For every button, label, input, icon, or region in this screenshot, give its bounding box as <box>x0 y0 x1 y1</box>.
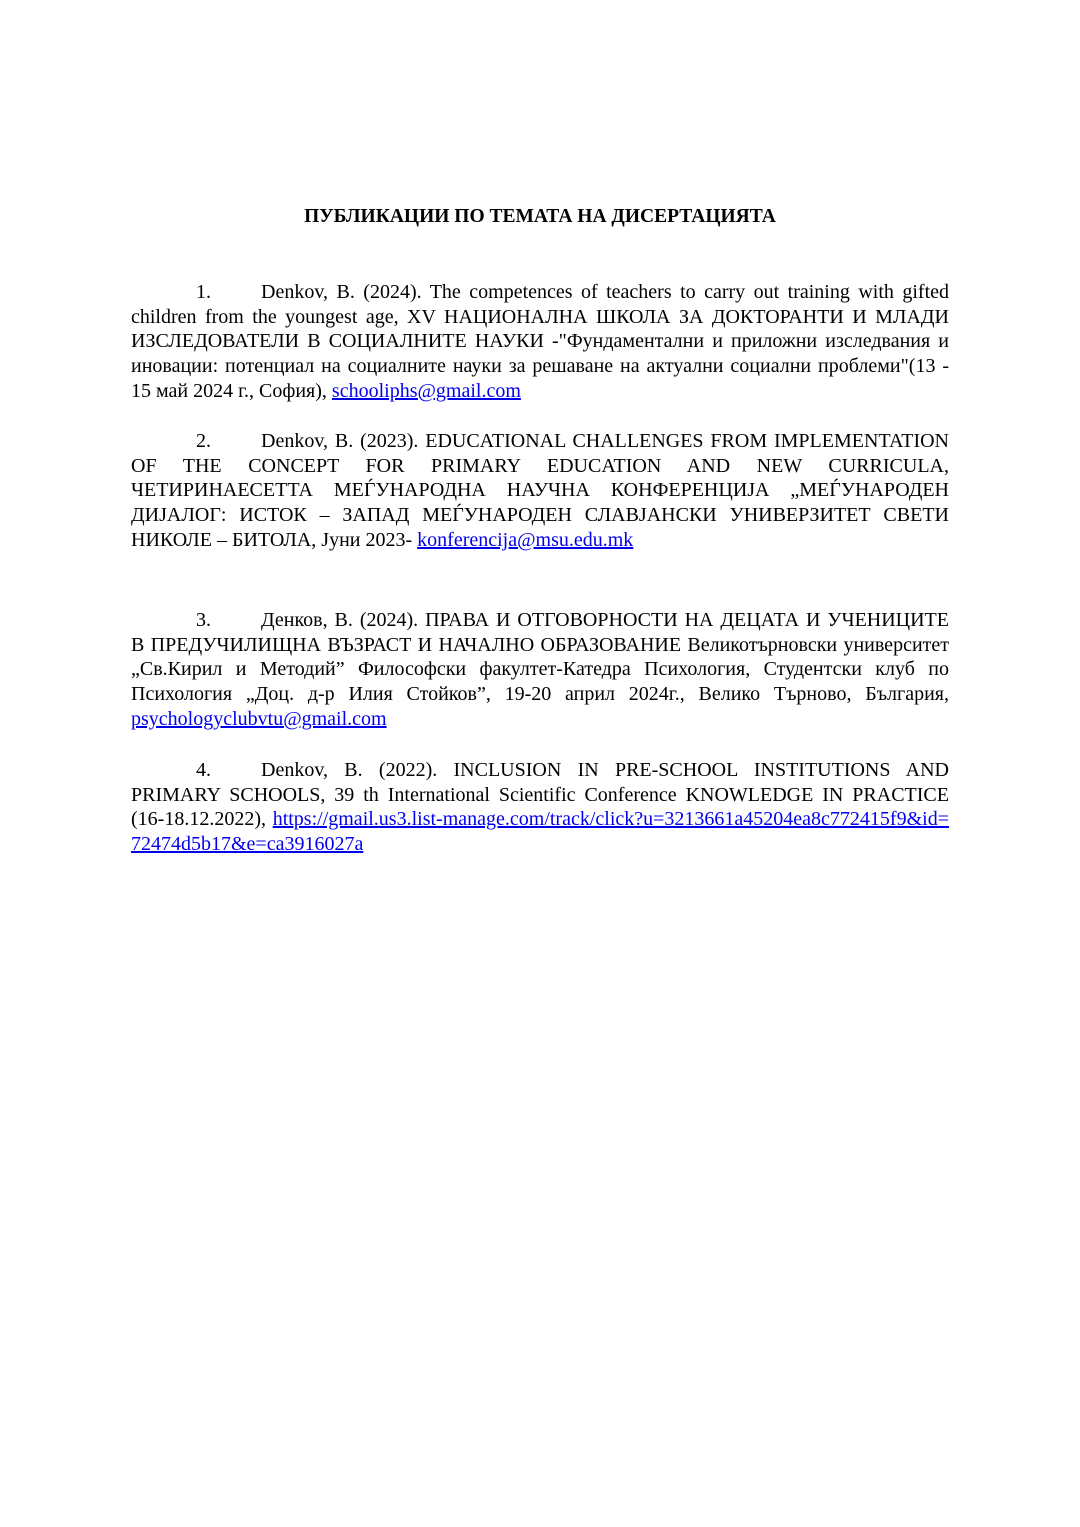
entry-text: Denkov, B. (2024). The competences of teachers to carry out training with gifted children from the youngest age, XV НАЦИОНАЛНА ШКОЛА ЗА ДОКТОРАНТИ И МЛАДИ ИЗСЛЕДОВАТЕЛИ В СОЦИАЛНИТЕ НАУКИ -"Фундаментални и приложни изследвания и иновации: потенциал на социалните науки за решаване на актуални социални проблеми"(13 - 15 май 2024 г., София), <box>131 281 949 402</box>
entry-text: Denkov, B. (2022). INCLUSION IN PRE-SCHOOL INSTITUTIONS AND PRIMARY SCHOOLS, 39 th International Scientific Conference KNOWLEDGE IN PRACTICE (16-18.12.2022), <box>131 759 949 831</box>
entry-number: 3. <box>196 609 211 631</box>
publication-entry-3 <box>131 608 949 732</box>
page-title: ПУБЛИКАЦИИ ПО ТЕМАТА НА ДИСЕРТАЦИЯТА <box>304 206 776 227</box>
entry-number: 2. <box>196 430 211 452</box>
entry-email-link[interactable]: konferencija@msu.edu.mk <box>417 528 634 551</box>
entry-text: Денков, В. (2024). ПРАВА И ОТГОВОРНОСТИ НА ДЕЦАТА И УЧЕНИЦИТЕ В ПРЕДУЧИЛИЩНА ВЪЗРАСТ И НАЧАЛНО ОБРАЗОВАНИЕ Великотърновски университет „Св.Кирил и Методий” Философски факултет-Катедра Психология, Студентски клуб по Психология „Доц. д-р Илия Стойков”, 19-20 април 2024г., Велико Търново, България, <box>131 609 949 706</box>
publication-entry-1 <box>131 280 949 404</box>
entry-email-link[interactable]: psychologyclubvtu@gmail.com <box>131 707 387 730</box>
entry-text: Denkov, B. (2023). EDUCATIONAL CHALLENGES FROM IMPLEMENTATION OF THE CONCEPT FOR PRIMARY EDUCATION AND NEW CURRICULA, ЧЕТИРИНАЕСЕТТА МЕЃУНАРОДНА НАУЧНА КОНФЕРЕНЦИЈА „МЕЃУНАРОДЕН ДИЈАЛОГ: ИСТОК – ЗАПАД МЕЃУНАРОДЕН СЛАВЈАНСКИ УНИВЕРЗИТЕТ СВЕТИ НИКОЛЕ – БИТОЛА, Јуни 2023- <box>131 430 949 551</box>
entry-number: 4. <box>196 759 211 781</box>
publication-entry-4 <box>131 758 949 857</box>
entry-number: 1. <box>196 281 211 303</box>
entry-email-link[interactable]: schooliphs@gmail.com <box>331 379 521 402</box>
publication-entry-2 <box>131 429 949 553</box>
entry-url-link[interactable]: https://gmail.us3.list-manage.com/track/click?u=3213661a45204ea8c772415f9&id=72474d5b17&e=ca3916027a <box>131 808 949 856</box>
